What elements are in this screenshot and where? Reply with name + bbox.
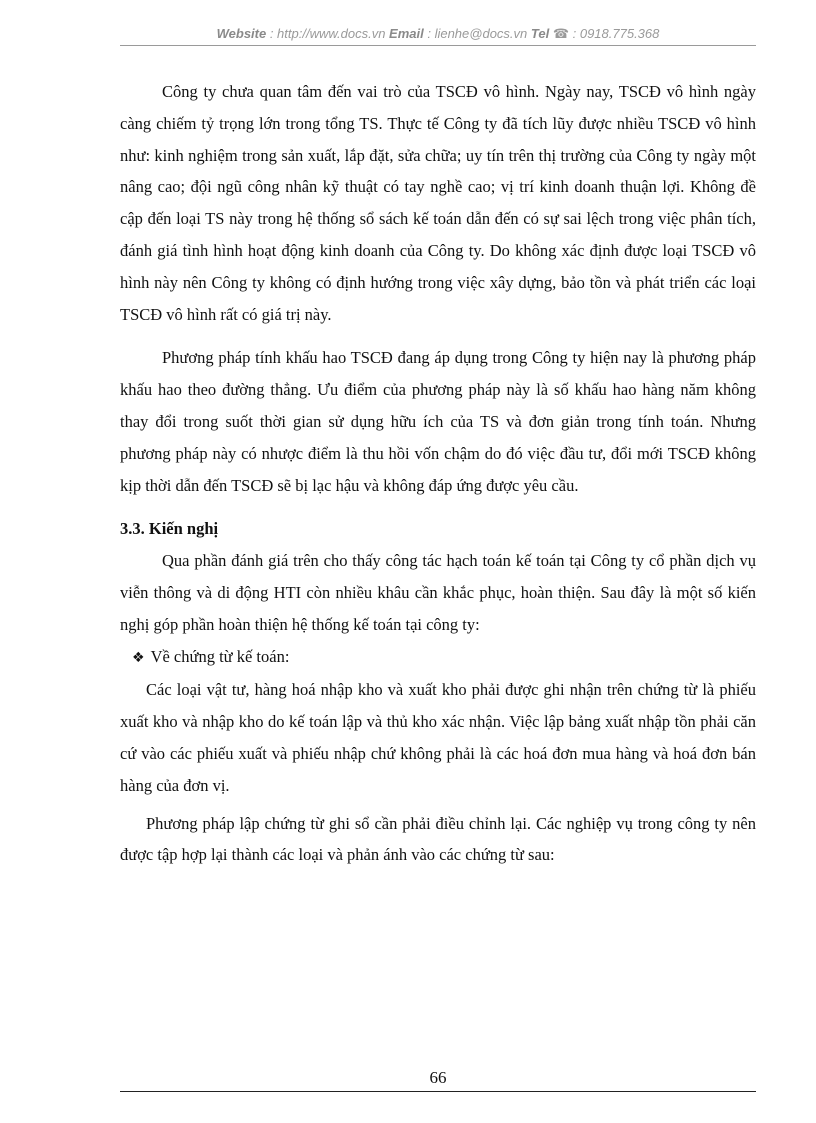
- section-heading: 3.3. Kiến nghị: [120, 519, 219, 539]
- tel-label: Tel: [530, 26, 550, 41]
- paragraph-intangible-assets: Công ty chưa quan tâm đến vai trò của TSCĐ vô hình. Ngày nay, TSCĐ vô hình ngày càng chiếm tỷ trọng lớn trong tổng TS. Thực tế Công ty đã tích lũy được nhiều TSCĐ vô hình như: kinh nghiệm trong sản xuất, lắp đặt, sửa chữa; uy tín trên thị trường của Công ty ngày một nâng cao; đội ngũ công nhân kỹ thuật có tay nghề cao; vị trí kinh doanh thuận lợi. Không đề cập đến loại TS này trong hệ thống sổ sách kế toán dẫn đến có sự sai lệch trong việc phân tích, đánh giá tình hình hoạt động kinh doanh của Công ty. Do không xác định được loại TSCĐ vô hình này nên Công ty không có định hướng trong việc xây dựng, bảo tồn và phát triển các loại TSCĐ vô hình rất có giá trị này.: [120, 82, 756, 324]
- paragraph-recommendations: Qua phần đánh giá trên cho thấy công tác hạch toán kế toán tại Công ty cổ phần dịch vụ viễn thông và di động HTI còn nhiều khâu cần khắc phục, hoàn thiện. Sau đây là một số kiến nghị góp phần hoàn thiện hệ thống kế toán tại công ty:: [120, 551, 756, 634]
- page-number: 66: [429, 1068, 447, 1087]
- diamond-bullet-icon: ❖: [132, 649, 145, 666]
- bullet-label: Về chứng từ kế toán:: [150, 646, 290, 666]
- paragraph-vouchers: Các loại vật tư, hàng hoá nhập kho và xuất kho phải được ghi nhận trên chứng từ là phiếu xuất kho và nhập kho do kế toán lập và thủ kho xác nhận. Việc lập bảng xuất nhập tồn phải căn cứ vào các phiếu xuất và phiếu nhập chứ không phải là các hoá đơn mua hàng và hoá đơn bán hàng của đơn vị.: [120, 680, 756, 795]
- email-label: Email: [389, 26, 424, 41]
- page-body: [120, 76, 756, 871]
- paragraph-depreciation: Phương pháp tính khấu hao TSCĐ đang áp dụng trong Công ty hiện nay là phương pháp khấu hao theo đường thẳng. Ưu điểm của phương pháp này là số khấu hao hàng năm không thay đổi trong suốt thời gian sử dụng hữu ích của TS và đơn giản trong tính toán. Nhưng phương pháp này có nhược điểm là thu hồi vốn chậm do đó việc đầu tư, đổi mới TSCĐ không kịp thời dẫn đến TSCĐ sẽ bị lạc hậu và không đáp ứng được yêu cầu.: [120, 348, 756, 495]
- page-header: [120, 26, 756, 42]
- email-value: : lienhe@docs.vn: [423, 26, 531, 41]
- footer-divider: [120, 1091, 756, 1092]
- header-divider: [120, 45, 756, 46]
- website-label: Website: [216, 26, 267, 41]
- paragraph-voucher-method: Phương pháp lập chứng từ ghi sổ cần phải điều chỉnh lại. Các nghiệp vụ trong công ty nên được tập hợp lại thành các loại và phản ánh vào các chứng từ sau:: [120, 813, 756, 865]
- bullet-item: [120, 641, 756, 675]
- website-value: : http://www.docs.vn: [266, 26, 390, 41]
- tel-value: ☎ : 0918.775.368: [549, 26, 660, 41]
